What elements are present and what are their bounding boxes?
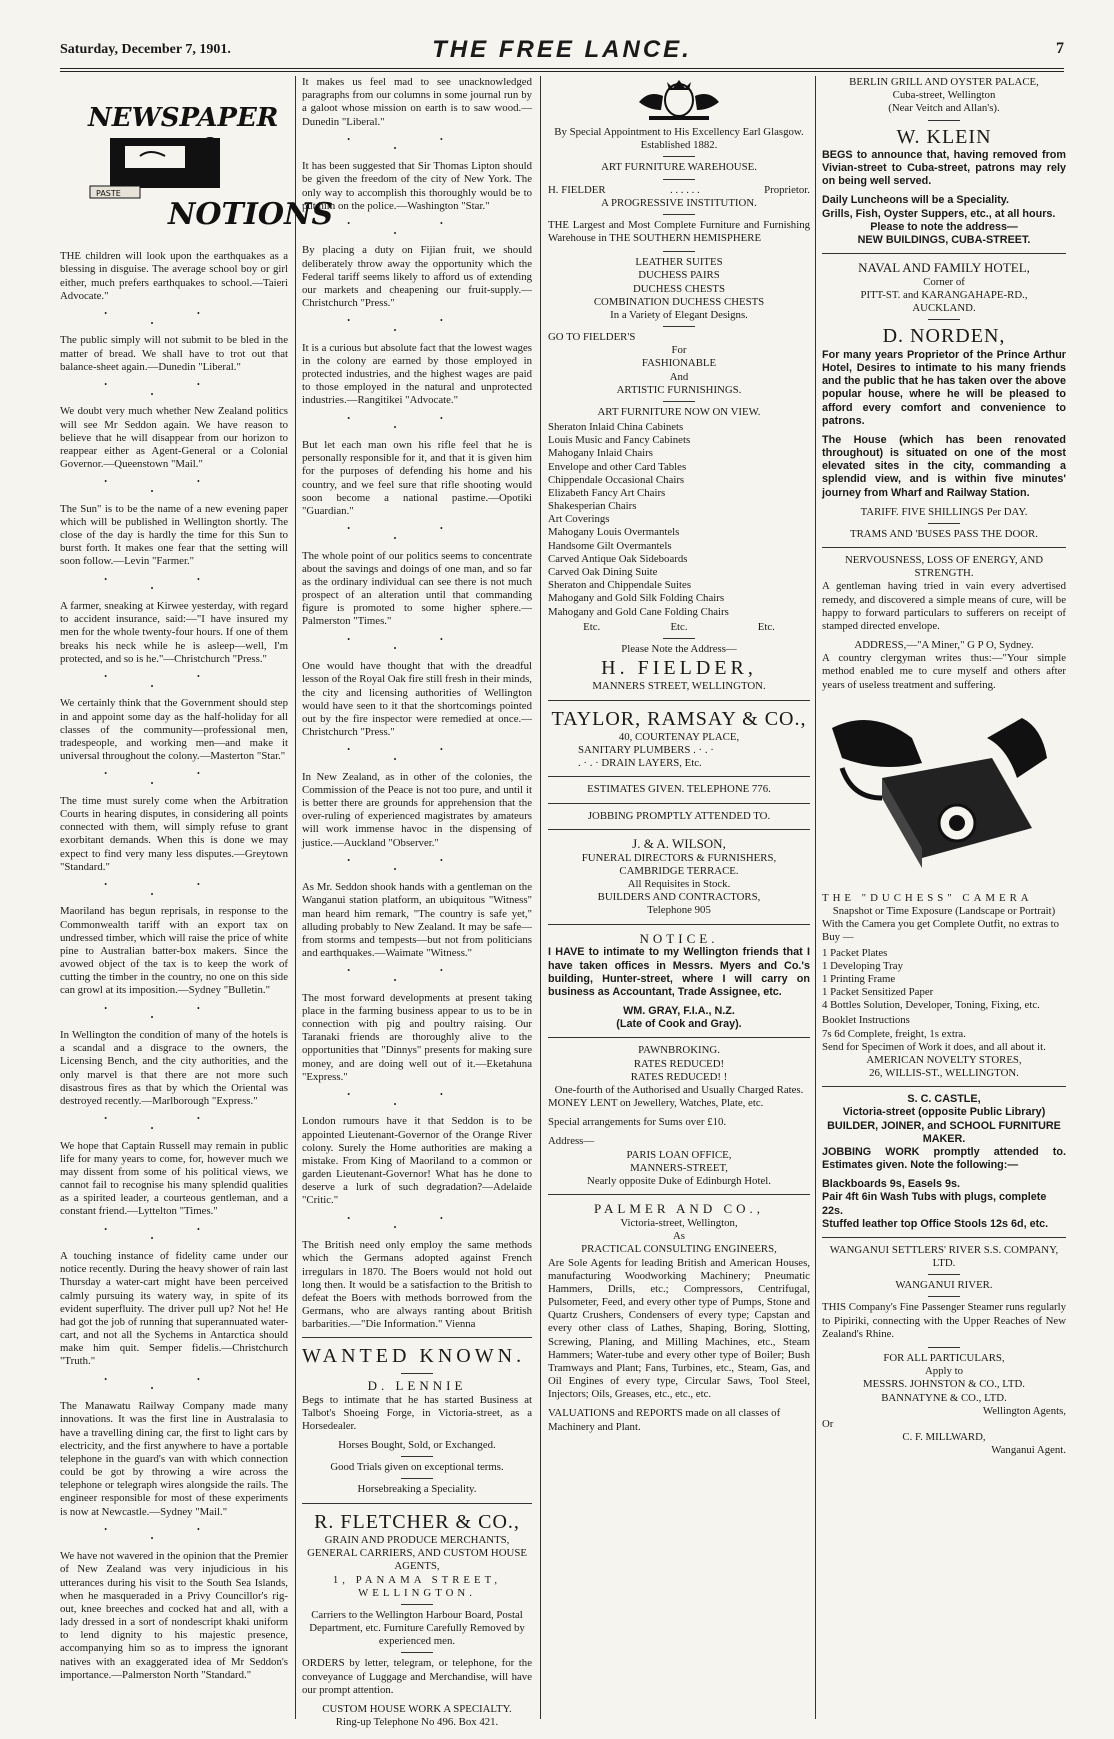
separator-stars: • • • xyxy=(347,218,487,238)
wilson-advert xyxy=(548,836,810,918)
notion-item: London rumours have it that Seddon is to be appointed Lieutenant-Governor of the Orange River colony. Surely the Home authorities are making a mistake. From King of Maoriland to a common or garden Lieutenant-Governor! What has he done to deserve a lurk of such degradation?—Adelaide "Critic." xyxy=(302,1115,532,1207)
separator-stars: • • • xyxy=(104,769,244,789)
advert-text: Special arrangements for Sums over £10. xyxy=(548,1116,727,1129)
list-item: Louis Music and Fancy Cabinets xyxy=(548,434,691,447)
advert-text: Ring-up Telephone No 496. Box 421. xyxy=(335,1716,499,1729)
separator-stars: • • • xyxy=(347,966,487,985)
divider xyxy=(548,924,810,925)
notion-item: The most forward developments at present taking place in the farming business appear to us to be in connection with pig and poultry raising. Our Taranaki friends are thoroughly alive to the opportunities that "Dinnys" presents for making sure money, and are doing well out of it.—Eketahuna "Express." xyxy=(302,991,532,1083)
palmer-advert xyxy=(548,1201,810,1434)
advert-text: Victoria-street (opposite Public Library) xyxy=(842,1106,1046,1119)
fielder-street: MANNERS STREET, WELLINGTON. xyxy=(592,680,766,693)
notion-item: In New Zealand, as in other of the colonies, the Commission of the Peace is not too pure, and until it is better there are grounds for apprehension that the over-ruling of experienced magistrates by amateurs will work immense havoc in the dispensing of justice.—Auckland "Observer." xyxy=(302,770,532,849)
advert-text: Pair 4ft 6in Wash Tubs with plugs, complete 22s. xyxy=(822,1191,1047,1217)
fielder-for: For xyxy=(671,344,687,357)
list-item: Etc. xyxy=(757,620,775,633)
list-item: Mahogany and Gold Cane Folding Chairs xyxy=(548,605,729,618)
column-adverts-right xyxy=(822,76,1066,1719)
separator-stars: • • • xyxy=(347,413,487,433)
advert-text: I HAVE to intimate to my Wellington friends that I have taken offices in Messrs. Myers and Co.'s building, Hunter-street, where I will carry on business as Accountant, Trade Assignee, etc. xyxy=(548,946,810,998)
camera-items xyxy=(822,947,1066,1013)
separator-stars: • • • xyxy=(104,879,244,899)
notion-item: One would have thought that with the dreadful lesson of the Royal Oak fire still fresh in their minds, the city and licensing authorities of Wellington would have seen to it that the shortcomings pointed out by the fire inspector were remedied at once.—Christchurch "Press." xyxy=(302,660,532,739)
svg-text:PASTE: PASTE xyxy=(96,189,121,198)
advert-text: C. F. MILLWARD, xyxy=(902,1431,986,1444)
advert-text: . · . · DRAIN LAYERS, Etc. xyxy=(578,757,702,770)
list-item: Carved Antique Oak Sideboards xyxy=(548,552,688,565)
divider xyxy=(822,1086,1066,1087)
divider xyxy=(302,1503,532,1504)
advert-text: Victoria-street, Wellington, xyxy=(620,1217,738,1230)
advert-text: Nearly opposite Duke of Edinburgh Hotel. xyxy=(587,1174,771,1187)
column-newspaper-notions xyxy=(60,76,334,1719)
advertiser-name: J. & A. WILSON, xyxy=(632,835,726,851)
notion-item: It is a curious but absolute fact that the lowest wages in the colony are earned by those employed in protected industries, and the highest wages are paid to those employed in the natural and unprotected industries.—Rangitikei "Advocate." xyxy=(302,341,532,407)
separator-stars: • • • xyxy=(104,1374,244,1394)
fielder-suites xyxy=(548,256,810,309)
advert-text: As xyxy=(673,1230,685,1243)
issue-date: Saturday, December 7, 1901. xyxy=(60,42,231,57)
notion-item: The Manawatu Railway Company made many innovations. It was the first line in Australasia to have a travelling dining car, the first to light cars by electricity, and the first anywhere to have a portable telephone in the guard's van with which connection could be got by throwing a wire across the telephone or telegraph wires alongside the rails. The engineer responsible for most of these experiments is now at Newcastle.—Sydney "Mail." xyxy=(60,1400,288,1518)
advert-text: SANITARY PLUMBERS . · . · xyxy=(578,744,714,757)
notion-item: It makes us feel mad to see unacknowledged paragraphs from our columns in some journal run by a galoot whose mission on earth is to saw wood.—Dunedin "Liberal." xyxy=(302,76,532,128)
advertiser-name: PALMER AND CO., xyxy=(593,1201,765,1217)
list-item: Mahogany and Gold Silk Folding Chairs xyxy=(548,592,725,605)
camera-advert xyxy=(822,892,1066,1080)
advertiser-name: D. NORDEN, xyxy=(882,325,1006,348)
naval-advert xyxy=(822,260,1066,541)
advert-text: ORDERS by letter, telegram, or telephone, for the conveyance of Luggage and Merchandise, will have our prompt attention. xyxy=(302,1657,532,1696)
advert-text: Booklet Instructions xyxy=(822,1014,910,1027)
advert-text: With the Camera you get Complete Outfit, no extras to Buy — xyxy=(822,918,1060,944)
advert-text: Begs to intimate that he has started Business at Talbot's Shoeing Forge, in Victoria-street, as a Horsedealer. xyxy=(302,1393,532,1432)
advert-text: JOBBING WORK promptly attended to. Estimates given. Note the following:— xyxy=(822,1145,1066,1172)
list-item: DUCHESS PAIRS xyxy=(638,269,720,282)
advert-text: Snapshot or Time Exposure (Landscape or Portrait) xyxy=(832,905,1056,917)
advert-text: 7s 6d Complete, freight, 1s extra. xyxy=(822,1027,966,1040)
fielder-progressive: A PROGRESSIVE INSTITUTION. xyxy=(601,196,757,209)
masthead-rule xyxy=(60,68,1064,72)
advert-text: RATES REDUCED! xyxy=(633,1057,725,1070)
advert-text: MESSRS. JOHNSTON & CO., LTD. xyxy=(863,1378,1025,1391)
list-item: Envelope and other Card Tables xyxy=(548,460,687,473)
advert-text: For many years Proprietor of the Prince Arthur Hotel, Desires to intimate to his many friends and the public that he has taken over the above popular house, where he will be pleased to afford every comfort and convenience to patrons. xyxy=(822,348,1066,427)
divider xyxy=(822,253,1066,254)
pawn-advert xyxy=(548,1044,810,1188)
notion-item: Maoriland has begun reprisals, in response to the Commonwealth tariff with an export tax on undressed timber, which will raise the price of white pine to Australian batter-box makers. Since the avowed object of the tax is to keep the work of cutting the timber in the country, no one on this side can growl at its imposition.—Sydney "Bulletin." xyxy=(60,905,288,997)
divider xyxy=(548,1194,810,1195)
separator-stars: • • • xyxy=(104,1224,244,1244)
advert-text: MONEY LENT on Jewellery, Watches, Plate, etc. xyxy=(548,1097,764,1110)
taylor-jobbing: JOBBING PROMPTLY ATTENDED TO. xyxy=(587,809,771,822)
fielder-artistic: ARTISTIC FURNISHINGS. xyxy=(616,383,742,396)
nervous-advert xyxy=(822,554,1066,692)
advert-text: GRAIN AND PRODUCE MERCHANTS, GENERAL CARRIERS, AND CUSTOM HOUSE AGENTS, xyxy=(307,1534,527,1573)
advert-text: PRACTICAL CONSULTING ENGINEERS, xyxy=(581,1243,777,1256)
advert-text: Send for Specimen of Work it does, and all about it. xyxy=(822,1040,1046,1053)
list-item: Shakesperian Chairs xyxy=(548,500,637,513)
fielder-fashionable: FASHIONABLE xyxy=(641,357,717,370)
advert-text: Carriers to the Wellington Harbour Board, Postal Department, etc. Furniture Carefully Removed by experienced men. xyxy=(309,1608,525,1648)
advert-text: Horses Bought, Sold, or Exchanged. xyxy=(338,1439,496,1452)
advert-text: RATES REDUCED! ! xyxy=(630,1070,728,1083)
advert-text: A gentleman having tried in vain every advertised remedy, and discovered a simple means of cure, will be happy to forward particulars to sufferers on receipt of stamped directed envelope. xyxy=(822,580,1066,632)
advert-text: Apply to xyxy=(924,1365,964,1378)
notions-list xyxy=(302,76,532,1331)
list-item: COMBINATION DUCHESS CHESTS xyxy=(593,295,765,308)
column-divider xyxy=(295,76,296,1719)
notion-item: We have not wavered in the opinion that the Premier of New Zealand was very injudicious in his utterances during his visit to the South Sea Islands, when he masqueraded in a Privy Councillor's rig-out, knee breeches and cocked hat and all, with a lady dressed in a sort of nondescript khaki uniform to lend dignity to his majestic presence, accompanying him so as to impress the ignorant natives with an exaggerated idea of Mr Seddon's importance.—Palmerston North "Standard." xyxy=(60,1550,288,1681)
advert-text: PITT-ST. and KARANGAHAPE-RD., xyxy=(860,289,1028,302)
separator-stars: • • • xyxy=(347,634,487,654)
advertiser-name: D. LENNIE xyxy=(367,1377,467,1393)
fielder-established: Established 1882. xyxy=(640,139,718,152)
list-item: Etc. xyxy=(670,620,688,633)
list-item: Chippendale Occasional Chairs xyxy=(548,473,685,486)
notion-item: The British need only employ the same methods which the Germans adopted against French irregulars in 1870. The Boers would not hold out long then. It would be a satisfaction to the British to defeat the Boers with methods borrowed from the Germans, who are always ranting about British barbarities.—"Die Information." Vienna xyxy=(302,1239,532,1331)
fletcher-advert xyxy=(302,1510,532,1730)
divider xyxy=(548,1037,810,1038)
list-item: Sheraton Inlaid China Cabinets xyxy=(548,421,684,434)
separator-stars: • • • xyxy=(104,477,244,496)
separator-stars: • • • xyxy=(104,1524,244,1544)
masthead xyxy=(60,36,1064,66)
list-item: Etc. xyxy=(583,620,601,633)
list-item: Mahogany Inlaid Chairs xyxy=(548,447,653,460)
taylor-advert xyxy=(548,707,810,771)
column-notions-continued xyxy=(302,76,532,1729)
advert-text: BUILDERS AND CONTRACTORS, xyxy=(597,891,761,904)
separator-stars: • • • xyxy=(347,1213,487,1233)
newspaper-notions-logo xyxy=(70,86,334,236)
list-item: 4 Bottles Solution, Developer, Toning, Fixing, etc. xyxy=(822,999,1040,1012)
column-divider xyxy=(815,76,816,1719)
list-item: Art Coverings xyxy=(548,513,610,526)
notion-item: The Sun" is to be the name of a new evening paper which will be published in Wellington shortly. The close of the day is hardly the time for this Sun to burst forth. It makes one fear that the setting will soon follow.—Levin "Farmer." xyxy=(60,502,288,568)
list-item: 1 Packet Sensitized Paper xyxy=(822,986,934,999)
fielder-name: H. FIELDER, xyxy=(601,657,757,680)
notion-item: We doubt very much whether New Zealand politics will see Mr Seddon again. We have reason to believe that he will disappear from our horizon to reappear either as Agent-General or a Colonial Governor.—Queenstown "Mail." xyxy=(60,405,288,471)
fielder-proprietor: H. FIELDER . . . . . . Proprietor. xyxy=(548,183,810,196)
separator-stars: • • • xyxy=(104,379,244,399)
list-item: Mahogany Louis Overmantels xyxy=(548,526,680,539)
advert-text: Good Trials given on exceptional terms. xyxy=(330,1461,504,1474)
notion-item: But let each man own his rifle feel that he is personally responsible for it, and that it is given him for the purposes of defending his home and his country, and we feel sure that rifle shooting would soon become a national pastime.—Opotiki "Guardian." xyxy=(302,439,532,517)
advert-text: WANGANUI RIVER. xyxy=(895,1279,993,1292)
lennie-advert xyxy=(302,1344,532,1496)
advert-text: Blackboards 9s, Easels 9s. xyxy=(822,1178,961,1191)
advert-text: TRAMS AND 'BUSES PASS THE DOOR. xyxy=(850,527,1038,540)
advert-heading: WANTED KNOWN. xyxy=(302,1345,526,1368)
advert-text: CAMBRIDGE TERRACE. xyxy=(619,864,739,877)
notion-item: As Mr. Seddon shook hands with a gentleman on the Wanganui station platform, an ubiquitous "Witness" man heard him remark, "The country is safe yet," alluding probably to New Zealand. It may be safe—from storms and tempests—but not from politicians and earthquakes.—Waimate "Witness." xyxy=(302,881,532,960)
notion-item: In Wellington the condition of many of the hotels is a scandal and a disgrace to the owners, the Licensing Bench, and the city authorities, and the only marvel is that there are not more such disastrous fires as that by which the Oriental was destroyed recently.—Marlborough "Express." xyxy=(60,1029,288,1107)
advert-heading: THE "DUCHESS" CAMERA xyxy=(822,891,1033,904)
advert-text: FUNERAL DIRECTORS & FURNISHERS, xyxy=(581,851,777,864)
divider xyxy=(548,829,810,830)
divider xyxy=(822,1237,1066,1238)
list-item: Handsome Gilt Overmantels xyxy=(548,539,672,552)
fielder-etc xyxy=(548,621,810,634)
taylor-estimates: ESTIMATES GIVEN. TELEPHONE 776. xyxy=(587,783,771,796)
advert-text: Stuffed leather top Office Stools 12s 6d, etc. xyxy=(822,1217,1049,1230)
svg-text:NOTIONS: NOTIONS xyxy=(168,197,334,232)
advert-text: CUSTOM HOUSE WORK A SPECIALTY. xyxy=(322,1702,512,1715)
notion-item: By placing a duty on Fijian fruit, we should deliberately throw away the opportunity which the Federal tariff seems likely to afford us of extending our markets and cheapening our fruit-supply.—Christchurch "Press." xyxy=(302,244,532,310)
notion-item: A touching instance of fidelity came under our notice recently. During the heavy shower of rain last Thursday a water-cart might have been perceived calmly pursuing its watery way, in spite of its evident superfluity. The driver pull up? Not he! He had got the job of running that superannuated water-cart, and not all the Sychems in Antarctica should make him quit. Semper fidelis.—Christchurch "Truth." xyxy=(60,1250,288,1368)
advertiser-name: TAYLOR, RAMSAY & CO., xyxy=(551,707,807,730)
fielder-on-view: ART FURNITURE NOW ON VIEW. xyxy=(597,405,761,418)
column-adverts xyxy=(548,76,810,1719)
list-item: Carved Oak Dining Suite xyxy=(548,565,658,578)
advert-text: Wanganui Agent. xyxy=(991,1444,1066,1457)
advert-signature: (Late of Cook and Gray). xyxy=(616,1018,742,1031)
list-item: 1 Printing Frame xyxy=(822,972,896,985)
advert-text: Or xyxy=(822,1417,834,1430)
list-item: Elizabeth Fancy Art Chairs xyxy=(548,486,666,499)
advertiser-name: BERLIN GRILL AND OYSTER PALACE, xyxy=(849,76,1039,88)
advert-address: 26, WILLIS-ST., WELLINGTON. xyxy=(869,1067,1019,1080)
separator-stars: • • • xyxy=(347,134,487,154)
separator-stars: • • • xyxy=(347,524,487,543)
list-item: 1 Packet Plates xyxy=(822,946,888,959)
advertiser-name: S. C. CASTLE, xyxy=(907,1093,981,1106)
advert-text: THIS Company's Fine Passenger Steamer runs regularly to Pipiriki, connecting with the Upper Reaches of New Zealand's Rhine. xyxy=(822,1301,1066,1340)
advertiser-name: W. KLEIN xyxy=(896,125,992,148)
fielder-note: Please Note the Address— xyxy=(621,642,737,655)
list-item: 1 Developing Tray xyxy=(822,959,903,972)
wanganui-advert xyxy=(822,1244,1066,1457)
fielder-furniture-list xyxy=(548,421,810,619)
advertiser-name: R. FLETCHER & CO., xyxy=(314,1510,520,1533)
advert-text: Are Sole Agents for leading British and American Houses, manufacturing Woodworking Machinery; Pneumatic Hammers, Drills, etc.; Compressors, Centrifugal, Pulsometer, Feed, and every other type of Pumps, Stone and Quartz Crushers, Condensers of every type; Capstan and every other class of Lathes, Shaping, Boring, Slotting, Screwing, Planing, and Milling Machines, etc., Steam Hammers; Water-tube and every other type of Boiler; Bush Tramways and Plant; Fans, Turbines, etc., Steam, Gas, and Oil Engines of every type, Circular Saws, Tool Steel, Injectors; Oils, Greases, etc., etc., etc. xyxy=(548,1256,810,1401)
fielder-appointment: By Special Appointment to His Excellency Earl Glasgow. xyxy=(554,126,804,138)
advert-text: BANNATYNE & CO., LTD. xyxy=(881,1391,1007,1404)
advert-address: 1, PANAMA STREET, WELLINGTON. xyxy=(332,1573,502,1599)
advert-text: Please to note the address— xyxy=(870,220,1018,233)
advert-heading: PAWNBROKING. xyxy=(638,1044,720,1057)
advertiser-name: NAVAL AND FAMILY HOTEL, xyxy=(858,260,1030,276)
divider xyxy=(548,776,810,777)
fielder-goto: GO TO FIELDER'S xyxy=(548,331,636,344)
advert-text: BEGS to announce that, having removed from Vivian-street to Cuba-street, patrons may rely on being well served. xyxy=(822,148,1066,188)
camera-illustration xyxy=(822,698,1058,886)
advert-text: AUCKLAND. xyxy=(912,302,976,315)
divider xyxy=(822,547,1066,548)
fielder-designs: In a Variety of Elegant Designs. xyxy=(610,308,748,321)
advertiser-name: WANGANUI SETTLERS' RIVER S.S. COMPANY, LTD. xyxy=(829,1243,1059,1270)
advert-heading: NOTICE. xyxy=(639,930,719,946)
notion-item: We certainly think that the Government should step in and appoint some day as the half-holiday for all classes of the community—professional men, tradespeople, and working men—and make it universal throughout the colony.—Masterton "Star." xyxy=(60,697,288,763)
separator-stars: • • • xyxy=(347,745,487,764)
advert-text: All Requisites in Stock. xyxy=(627,878,731,891)
royal-crest-icon xyxy=(629,76,729,122)
advert-text: Telephone 905 xyxy=(647,904,711,917)
svg-text:NEWSPAPER: NEWSPAPER xyxy=(88,103,279,133)
advert-text: AMERICAN NOVELTY STORES, xyxy=(866,1053,1022,1066)
column-divider xyxy=(540,76,541,1719)
notion-item: It has been suggested that Sir Thomas Lipton should be given the freedom of the city of New York. The only way to accomplish this thoroughly would be to put him on the police.—Washington "Star." xyxy=(302,160,532,212)
advert-heading: NERVOUSNESS, LOSS OF ENERGY, AND STRENGTH. xyxy=(844,554,1044,580)
castle-advert xyxy=(822,1093,1066,1231)
advert-address: NEW BUILDINGS, CUBA-STREET. xyxy=(857,233,1031,246)
advert-text: Wellington Agents, xyxy=(982,1404,1066,1417)
list-item: DUCHESS CHESTS xyxy=(632,282,726,295)
divider xyxy=(302,1337,532,1338)
advert-text: Corner of xyxy=(923,275,965,288)
separator-stars: • • • xyxy=(347,1089,487,1109)
advert-text: PARIS LOAN OFFICE, xyxy=(626,1148,732,1161)
berlin-advert xyxy=(822,76,1066,247)
notions-list xyxy=(60,250,288,1682)
newspaper-title: THE FREE LANCE. xyxy=(432,36,692,63)
list-item: Sheraton and Chippendale Suites xyxy=(548,579,692,592)
separator-stars: • • • xyxy=(104,574,244,594)
advert-text: Address— xyxy=(548,1135,595,1148)
divider xyxy=(548,803,810,804)
separator-stars: • • • xyxy=(104,1003,244,1023)
notion-item: The public simply will not submit to be bled in the matter of bread. We shall have to trot out that balance-sheet again.—Dunedin "Liberal." xyxy=(60,334,288,373)
notion-item: The whole point of our politics seems to concentrate about the savings and doings of one man, and so far as the ordinary individual can see there is not much prospect of an alteration until that commanding figure is promoted to some higher sphere.—Palmerston "Times." xyxy=(302,549,532,628)
advert-text: VALUATIONS and REPORTS made on all classes of Machinery and Plant. xyxy=(548,1407,781,1433)
advert-text: A country clergyman writes thus:—"Your simple method enabled me to cure myself and others after years of useless treatment and suffering. xyxy=(822,652,1066,691)
separator-stars: • • • xyxy=(104,671,244,691)
notion-item: We hope that Captain Russell may remain in public life for many years to come, for, however much we may dissent from some of his political views, we cannot fail to recognise his many splendid qualities as a spirited leader, a courteous gentleman, and a constant friend.—Lyttelton "Times." xyxy=(60,1139,288,1218)
fielder-warehouse: ART FURNITURE WAREHOUSE. xyxy=(601,161,757,174)
advert-text: Grills, Fish, Oyster Suppers, etc., at all hours. xyxy=(822,207,1056,220)
advert-address: 40, COURTENAY PLACE, xyxy=(618,730,740,743)
separator-stars: • • • xyxy=(347,855,487,875)
list-item: LEATHER SUITES xyxy=(635,256,723,269)
advert-text: FOR ALL PARTICULARS, xyxy=(883,1351,1005,1364)
separator-stars: • • • xyxy=(347,316,487,335)
notion-item: The time must surely come when the Arbitration Courts in hearing disputes, in considering all points connected with them, will simply refuse to grant exorbitant demands. When this is done we may expect to find very many less disputes.—Greytown "Standard." xyxy=(60,794,288,873)
separator-stars: • • • xyxy=(104,1114,244,1133)
advert-signature: WM. GRAY, F.I.A., N.Z. xyxy=(623,1005,735,1018)
advert-text: ADDRESS,—"A Miner," G P O, Sydney. xyxy=(854,639,1034,652)
notion-item: A farmer, sneaking at Kirwee yesterday, with regard to accident insurance, said:—"I have insured my men for the whole twenty-four hours. If one of them breaks his neck while he is asleep—well, I'm protected, and so is he."—Christchurch "Press." xyxy=(60,600,288,665)
divider xyxy=(548,700,810,701)
advert-text: BUILDER, JOINER, and SCHOOL FURNITURE MAKER. xyxy=(827,1119,1061,1145)
advert-text: Horsebreaking a Speciality. xyxy=(357,1483,477,1496)
advert-text: MANNERS-STREET, xyxy=(630,1161,728,1174)
advert-text: Daily Luncheons will be a Speciality. xyxy=(822,194,1010,207)
page-number: 7 xyxy=(1056,40,1064,57)
notice-advert xyxy=(548,931,810,1032)
fielder-largest: THE Largest and Most Complete Furniture and Furnishing Warehouse in THE SOUTHERN HEMISPHERE xyxy=(548,218,810,245)
notion-item: THE children will look upon the earthquakes as a blessing in disguise. The average school boy or girl either, much prefers earthquakes to school.—Taieri Advocate." xyxy=(60,250,288,302)
advert-text: TARIFF. FIVE SHILLINGS Per DAY. xyxy=(860,505,1028,518)
advert-text: One-fourth of the Authorised and Usually Charged Rates. xyxy=(554,1083,804,1096)
advert-text: Cuba-street, Wellington xyxy=(892,89,996,102)
fielder-and: And xyxy=(669,370,689,383)
advert-text: The House (which has been renovated throughout) is situated on one of the most elevated sites in the city, commanding a splendid view, and is within five minutes' journey from Wharf and Railway Station. xyxy=(822,433,1066,499)
advert-text: (Near Veitch and Allan's). xyxy=(888,102,1000,115)
separator-stars: • • • xyxy=(104,308,244,328)
